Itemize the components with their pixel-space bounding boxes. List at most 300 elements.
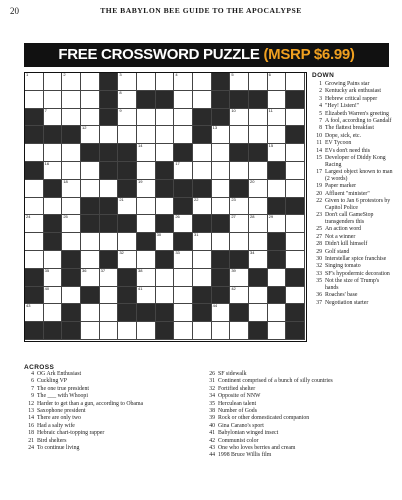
grid-cell[interactable] (100, 304, 119, 322)
grid-cell[interactable] (230, 162, 249, 180)
clue-text: Negotiation starter (325, 299, 369, 306)
down-clue (312, 263, 394, 270)
grid-cell[interactable] (44, 144, 63, 162)
grid-cell-black (193, 304, 212, 322)
grid-cell[interactable] (25, 215, 44, 233)
grid-cell-black (100, 215, 119, 233)
clue-number: 28 (316, 241, 322, 248)
clue-text: Cuckling VP (37, 378, 68, 385)
grid-cell[interactable] (44, 162, 63, 180)
grid-cell[interactable] (212, 126, 231, 144)
grid-cell[interactable] (62, 144, 81, 162)
grid-cell[interactable] (62, 73, 81, 91)
grid-cell[interactable] (81, 304, 100, 322)
grid-cell[interactable] (268, 322, 287, 340)
grid-cell[interactable] (81, 269, 100, 287)
grid-cell[interactable] (44, 198, 63, 216)
down-clue (312, 249, 394, 256)
grid-cell[interactable] (44, 72, 66, 91)
grid-cell[interactable] (174, 109, 193, 127)
down-clue (312, 118, 394, 125)
grid-cell-black (230, 144, 249, 162)
clue-number: 9 (31, 393, 34, 400)
grid-cell[interactable] (62, 287, 81, 305)
grid-cell[interactable] (193, 269, 212, 287)
clue-text: Largest object known to man (2 words) (325, 169, 393, 182)
clue-number: 23 (316, 212, 322, 219)
grid-cell[interactable] (100, 287, 119, 305)
grid-cell[interactable] (156, 198, 175, 216)
grid-cell[interactable] (156, 269, 175, 287)
clue-text: Hebrew critical rapper (325, 95, 378, 102)
grid-cell-black (286, 304, 305, 322)
grid-cell[interactable] (174, 287, 193, 305)
grid-cell[interactable] (249, 126, 268, 144)
clue-text: Opposite of NNW (218, 393, 261, 400)
across-clue (24, 393, 174, 400)
grid-cell[interactable] (249, 287, 268, 305)
grid-cell-black (25, 269, 44, 287)
grid-cell[interactable] (137, 162, 156, 180)
grid-cell[interactable] (81, 109, 100, 127)
grid-cell-black (62, 304, 81, 322)
grid-cell-black (286, 322, 305, 340)
grid-cell-black (212, 109, 231, 127)
grid-cell[interactable] (212, 162, 231, 180)
grid-cell[interactable] (230, 198, 249, 216)
clue-text: Growing Pains star (325, 81, 370, 87)
clue-number: 26 (209, 371, 215, 377)
grid-cell[interactable] (137, 126, 156, 144)
clue-number: 39 (209, 415, 215, 422)
grid-cell[interactable] (62, 109, 81, 127)
grid-cell[interactable] (212, 144, 231, 162)
clue-text: Fortified shelter (218, 385, 256, 392)
grid-cell-black (44, 233, 63, 251)
grid-cell-black (174, 198, 193, 216)
clue-text: Developer of Diddy Kong Racing (325, 154, 386, 168)
grid-cell[interactable] (44, 287, 63, 305)
grid-cell[interactable] (268, 304, 287, 322)
grid-cell[interactable] (137, 215, 156, 233)
grid-cell[interactable] (230, 322, 249, 340)
clue-number: 32 (209, 385, 215, 392)
grid-cell[interactable] (156, 109, 175, 127)
grid-cell[interactable] (286, 251, 305, 269)
clue-text: Kentucky ark enthusiast (325, 88, 382, 95)
across-heading: ACROSS (24, 364, 55, 371)
grid-cell[interactable] (268, 126, 287, 144)
cell-number: 17 (175, 161, 180, 166)
clue-text: Singing tomato (325, 263, 361, 270)
clue-number: 38 (209, 407, 215, 414)
across-clue (24, 445, 174, 452)
grid-cell[interactable] (137, 198, 156, 216)
clue-text: Gina Carano's sport (218, 422, 264, 429)
clue-text: OG Ark Enthusiast (37, 371, 82, 377)
grid-cell-black (286, 91, 305, 109)
clue-text: Elizabeth Warren's greeting (325, 110, 389, 117)
grid-cell[interactable] (286, 287, 305, 305)
clue-number: 19 (316, 183, 322, 190)
cell-number: 43 (26, 303, 31, 309)
clue-number: 37 (316, 299, 322, 306)
grid-cell[interactable] (249, 304, 268, 322)
cell-number: 44 (212, 303, 218, 309)
grid-cell[interactable] (156, 287, 175, 305)
cell-number: 23 (231, 196, 236, 202)
grid-cell[interactable] (249, 251, 268, 269)
grid-cell[interactable] (100, 322, 119, 340)
grid-cell-black (193, 109, 212, 127)
grid-cell[interactable] (62, 198, 81, 216)
grid-cell[interactable] (249, 215, 268, 233)
grid-cell[interactable] (81, 322, 100, 340)
grid-cell[interactable] (193, 233, 212, 251)
down-clue (312, 256, 394, 263)
grid-cell[interactable] (268, 109, 287, 127)
grid-cell[interactable] (268, 91, 287, 109)
cell-number: 7 (44, 107, 47, 113)
grid-cell-black (174, 144, 193, 162)
grid-cell[interactable] (286, 144, 305, 162)
grid-cell-black (212, 215, 231, 233)
cell-number: 26 (175, 214, 180, 220)
down-clue (312, 226, 394, 233)
clue-number: 3 (319, 95, 322, 102)
grid-cell[interactable] (174, 91, 193, 109)
grid-cell[interactable] (44, 109, 63, 127)
grid-cell-black (81, 215, 100, 233)
grid-cell[interactable] (118, 251, 137, 269)
down-clue (312, 198, 394, 212)
grid-cell[interactable] (81, 91, 100, 109)
grid-cell-black (268, 198, 287, 216)
clue-text: Interstellar spice franchise (325, 256, 387, 262)
grid-cell[interactable] (62, 233, 81, 251)
grid-cell-black (193, 215, 212, 233)
grid-cell[interactable] (81, 180, 100, 198)
grid-cell[interactable] (25, 304, 44, 322)
grid-cell[interactable] (62, 91, 81, 109)
clue-text: SF sidewalk (218, 371, 247, 377)
clue-text: EV Tycoon (325, 140, 352, 147)
clue-number: 42 (209, 437, 215, 444)
down-clue (312, 292, 394, 299)
grid-cell[interactable] (193, 251, 212, 269)
grid-cell[interactable] (156, 233, 175, 251)
cell-number: 28 (250, 214, 255, 220)
clue-text: Number of Gods (218, 407, 257, 414)
grid-cell[interactable] (174, 322, 193, 340)
grid-cell[interactable] (137, 180, 156, 198)
grid-cell[interactable] (286, 215, 305, 233)
grid-cell-black (212, 287, 231, 305)
cell-number: 19 (138, 178, 143, 184)
grid-cell-black (118, 144, 137, 162)
grid-cell[interactable] (25, 91, 44, 109)
grid-cell[interactable] (286, 109, 305, 127)
grid-cell[interactable] (174, 73, 193, 91)
grid-cell[interactable] (100, 180, 119, 198)
grid-cell[interactable] (118, 91, 137, 109)
across-clue-list-left (24, 371, 174, 452)
grid-cell[interactable] (193, 91, 212, 109)
grid-cell[interactable] (249, 233, 268, 251)
grid-cell-black (268, 233, 287, 251)
clue-number: 27 (316, 233, 322, 240)
grid-cell[interactable] (118, 109, 137, 127)
grid-cell[interactable] (81, 73, 100, 91)
clue-text: Given to Jan 6 protestors by Capitol Police (325, 198, 391, 211)
across-clue (205, 452, 395, 459)
down-clue (312, 183, 394, 190)
grid-cell[interactable] (286, 162, 305, 180)
down-clue (312, 148, 394, 155)
grid-cell-black (249, 269, 268, 287)
grid-cell[interactable] (25, 180, 44, 198)
grid-cell[interactable] (156, 126, 175, 144)
across-clue (205, 415, 395, 422)
grid-cell-black (193, 180, 212, 198)
grid-cell[interactable] (193, 162, 212, 180)
down-clues (312, 72, 394, 307)
clue-text: Continent comprised of a bunch of silly countries (218, 378, 333, 385)
grid-cell-black (230, 304, 249, 322)
clue-text: Babylonian winged insect (218, 430, 279, 437)
grid-cell[interactable] (137, 144, 156, 162)
clue-text: The one true president (37, 385, 89, 392)
grid-cell[interactable] (249, 198, 268, 216)
grid-cell-black (174, 180, 193, 198)
grid-cell[interactable] (174, 304, 193, 322)
grid-cell-black (25, 162, 44, 180)
cell-number: 22 (194, 196, 199, 202)
clue-number: 31 (209, 378, 215, 385)
cell-number: 12 (82, 125, 87, 131)
grid-cell[interactable] (81, 162, 100, 180)
crossword-grid (24, 72, 307, 342)
grid-cell[interactable] (249, 162, 268, 180)
across-clue (205, 401, 395, 408)
grid-cell[interactable] (137, 322, 156, 340)
grid-cell[interactable] (25, 73, 44, 91)
grid-cell-black (118, 304, 137, 322)
clue-number: 12 (28, 400, 34, 407)
grid-cell[interactable] (286, 73, 305, 91)
clue-number: 22 (316, 198, 322, 205)
cell-number: 34 (250, 250, 255, 255)
grid-cell-black (249, 91, 268, 109)
grid-cell[interactable] (268, 144, 287, 162)
grid-cell-black (25, 126, 44, 144)
grid-cell[interactable] (137, 251, 156, 269)
across-clue (205, 438, 395, 445)
clue-number: 20 (316, 190, 322, 197)
down-clue (312, 155, 394, 169)
grid-cell[interactable] (249, 180, 268, 198)
grid-cell[interactable] (118, 73, 137, 91)
grid-cell[interactable] (100, 233, 119, 251)
cell-number: 10 (231, 107, 236, 113)
grid-cell[interactable] (25, 251, 44, 269)
grid-cell[interactable] (212, 304, 231, 322)
book-title: THE BABYLON BEE GUIDE TO THE APOCALYPSE (100, 6, 302, 15)
grid-cell[interactable] (44, 269, 63, 287)
grid-cell-black (137, 304, 156, 322)
clue-number: 25 (316, 226, 322, 233)
cell-number: 15 (268, 143, 274, 149)
grid-cell-black (100, 144, 119, 162)
grid-cell-black (44, 322, 63, 340)
page-header (10, 6, 392, 20)
grid-cell[interactable] (137, 287, 156, 305)
grid-cell[interactable] (193, 144, 212, 162)
grid-cell[interactable] (230, 287, 249, 305)
grid-cell-black (230, 251, 249, 269)
clue-number: 33 (316, 270, 322, 277)
down-clue (312, 278, 394, 292)
grid-cell[interactable] (286, 233, 305, 251)
grid-cell[interactable] (137, 109, 156, 127)
cell-number: 35 (44, 267, 50, 273)
cell-number: 25 (63, 214, 68, 220)
grid-cell[interactable] (174, 126, 193, 144)
grid-cell-black (44, 180, 63, 198)
clue-number: 44 (209, 452, 215, 459)
grid-cell[interactable] (25, 233, 44, 251)
grid-cell-black (230, 91, 249, 109)
clue-number: 34 (209, 393, 215, 400)
grid-cell[interactable] (137, 73, 156, 91)
grid-cell-black (100, 162, 119, 180)
grid-cell-black (156, 304, 175, 322)
grid-cell[interactable] (81, 233, 100, 251)
down-clue (312, 103, 394, 110)
grid-cell[interactable] (212, 322, 231, 340)
grid-cell[interactable] (81, 126, 100, 144)
grid-cell[interactable] (193, 322, 212, 340)
down-clue (312, 241, 394, 248)
grid-cell[interactable] (44, 251, 63, 269)
across-clue (24, 386, 174, 393)
grid-cell[interactable] (174, 215, 193, 233)
grid-cell-black (25, 287, 44, 305)
grid-cell-black (212, 269, 231, 287)
clue-text: 1998 Bruce Willis film (218, 452, 272, 459)
grid-cell[interactable] (193, 198, 212, 216)
grid-cell[interactable] (268, 73, 287, 91)
clue-number: 35 (316, 278, 322, 285)
grid-cell[interactable] (174, 251, 193, 269)
clue-text: Had a salty wife (37, 422, 75, 429)
grid-cell[interactable] (193, 73, 212, 91)
cell-number: 39 (231, 267, 236, 273)
clue-text: Don't call GameStop transgenders this (325, 212, 374, 226)
grid-cell[interactable] (230, 126, 249, 144)
grid-cell[interactable] (212, 180, 231, 198)
clue-number: 10 (316, 132, 322, 139)
cell-number: 6 (268, 72, 271, 77)
grid-cell-black (286, 126, 305, 144)
grid-cell[interactable] (230, 233, 249, 251)
grid-cell[interactable] (230, 269, 249, 287)
cell-number: 32 (119, 250, 124, 255)
clue-text: Affluent "minister" (325, 190, 370, 197)
grid-cell-black (156, 215, 175, 233)
grid-cell[interactable] (212, 233, 231, 251)
across-clue (205, 386, 395, 393)
clue-text: Not the size of Trump's hands (325, 278, 380, 291)
cell-number: 33 (175, 250, 180, 255)
grid-cell[interactable] (268, 269, 287, 287)
down-clue (312, 88, 394, 95)
cell-number: 11 (268, 107, 273, 113)
banner-price: (MSRP $6.99) (263, 46, 355, 63)
grid-cell[interactable] (25, 144, 44, 162)
grid-cell[interactable] (62, 180, 81, 198)
clue-number: 32 (316, 263, 322, 270)
grid-cell-black (193, 287, 212, 305)
grid-cell-black (249, 322, 268, 340)
grid-cell[interactable] (156, 72, 178, 91)
grid-cell[interactable] (100, 269, 119, 287)
grid-cell[interactable] (230, 73, 249, 91)
grid-cell[interactable] (268, 180, 287, 198)
across-clue (205, 371, 395, 378)
grid-cell[interactable] (118, 198, 137, 216)
banner-title: FREE CROSSWORD PUZZLE (58, 46, 264, 63)
across-clue (205, 408, 395, 415)
grid-cell[interactable] (62, 215, 81, 233)
down-clue (312, 140, 394, 147)
grid-cell[interactable] (249, 109, 268, 127)
grid-cell[interactable] (44, 91, 63, 109)
grid-cell[interactable] (268, 215, 287, 233)
down-heading: DOWN (312, 72, 335, 79)
cell-number: 5 (231, 72, 234, 77)
cell-number: 42 (231, 285, 236, 291)
grid-cell-black (25, 322, 44, 340)
grid-cell[interactable] (156, 144, 175, 162)
grid-cell[interactable] (62, 162, 81, 180)
grid-cell[interactable] (25, 198, 44, 216)
grid-cell[interactable] (44, 304, 63, 322)
grid-cell[interactable] (100, 126, 119, 144)
clue-number: 2 (319, 88, 322, 95)
grid-cell[interactable] (137, 269, 156, 287)
clue-text: The flattest breakfast (325, 125, 374, 132)
clue-text: "Hey! Listen!" (325, 103, 360, 110)
grid-cell[interactable] (230, 109, 249, 127)
clue-text: Saxophone president (37, 407, 86, 414)
clue-number: 21 (28, 437, 34, 444)
grid-cell[interactable] (118, 126, 137, 144)
grid-cell[interactable] (286, 180, 305, 198)
grid-cell[interactable] (174, 269, 193, 287)
clue-number: 11 (316, 140, 322, 147)
grid-cell[interactable] (249, 73, 268, 91)
grid-cell[interactable] (174, 162, 193, 180)
grid-cell[interactable] (118, 322, 137, 340)
across-clue (205, 423, 395, 430)
grid-cell[interactable] (81, 251, 100, 269)
grid-cell[interactable] (212, 198, 231, 216)
grid-cell[interactable] (230, 215, 249, 233)
across-clue (205, 445, 395, 452)
clue-text: Paper marker (325, 183, 357, 190)
grid-cell[interactable] (118, 233, 137, 251)
